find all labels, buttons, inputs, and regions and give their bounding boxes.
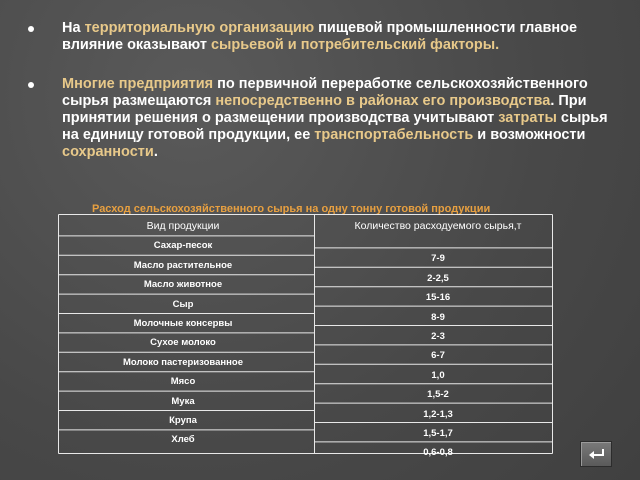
bullet2-highlight-1: Многие предприятия [62, 76, 214, 92]
product-cell: Молочные консервы [133, 318, 233, 329]
raw-material-table [58, 214, 553, 459]
bullet-dot [28, 26, 34, 32]
amount-cell: 2-3 [431, 331, 445, 342]
product-cell: Мука [171, 395, 195, 407]
bullet-item-2 [20, 76, 620, 161]
bullet-item-1 [20, 20, 620, 54]
return-button[interactable] [580, 441, 612, 467]
bullet1-highlight-1: территориальную организацию [84, 20, 315, 36]
product-cell: Масло растительное [133, 259, 233, 271]
col2-header: Количество расходуемого сырья,т [354, 220, 522, 232]
bullet1-text-2: пищевой промышленности главное влияние оказывают [62, 20, 578, 53]
table-title: Расход сельскохозяйственного сырья на одну тонну готовой продукции [92, 203, 491, 215]
product-cell: Сахар-песок [153, 240, 213, 252]
amount-cell: 2-2,5 [427, 272, 449, 284]
amount-cell: 1,0 [431, 369, 445, 381]
col1-header: Вид продукции [146, 220, 220, 232]
bullet2-text-4: и возможности [473, 127, 586, 143]
bullet2-highlight-3: затраты [498, 110, 557, 126]
amount-cell: 15-16 [425, 292, 451, 304]
product-cell: Сыр [172, 298, 194, 310]
bullet-list [20, 20, 620, 161]
amount-cell: 8-9 [431, 311, 445, 323]
amount-cell: 6-7 [431, 350, 445, 362]
bullet-dot [28, 82, 34, 88]
bullet1-text-1: На [62, 20, 85, 36]
bullet2-highlight-4: транспортабельность [314, 127, 474, 143]
amount-cell: 0,6-0,8 [423, 447, 453, 459]
product-cell: Крупа [169, 415, 197, 426]
product-cell: Масло животное [143, 279, 223, 291]
bullet2-text-3: сырья на единицу готовой продукции, ее [62, 110, 608, 143]
bullet2-text-1: по первичной переработке сельскохозяйственного сырья размещаются [62, 76, 588, 109]
return-arrow-icon [588, 447, 606, 461]
amount-cell: 7-9 [431, 253, 445, 265]
bullet2-highlight-2: непосредственно в районах его производства [215, 93, 551, 109]
product-cell: Хлеб [171, 434, 195, 446]
product-cell: Мясо [170, 376, 196, 388]
bullet2-text-5: . [153, 144, 158, 160]
amount-cell: 1,2-1,3 [423, 408, 453, 420]
bullet1-text-3: . [495, 37, 500, 53]
amount-cell: 1,5-2 [427, 389, 449, 401]
bullet2-highlight-5: сохранности [62, 144, 154, 160]
product-cell: Молоко пастеризованное [123, 356, 243, 368]
bullet1-highlight-2: сырьевой и потребительский факторы [210, 37, 496, 53]
amount-cell: 1,5-1,7 [423, 428, 453, 439]
product-cell: Сухое молоко [150, 337, 216, 349]
bullet2-text-2: . При принятии решения о размещении производства учитывают [62, 93, 587, 126]
